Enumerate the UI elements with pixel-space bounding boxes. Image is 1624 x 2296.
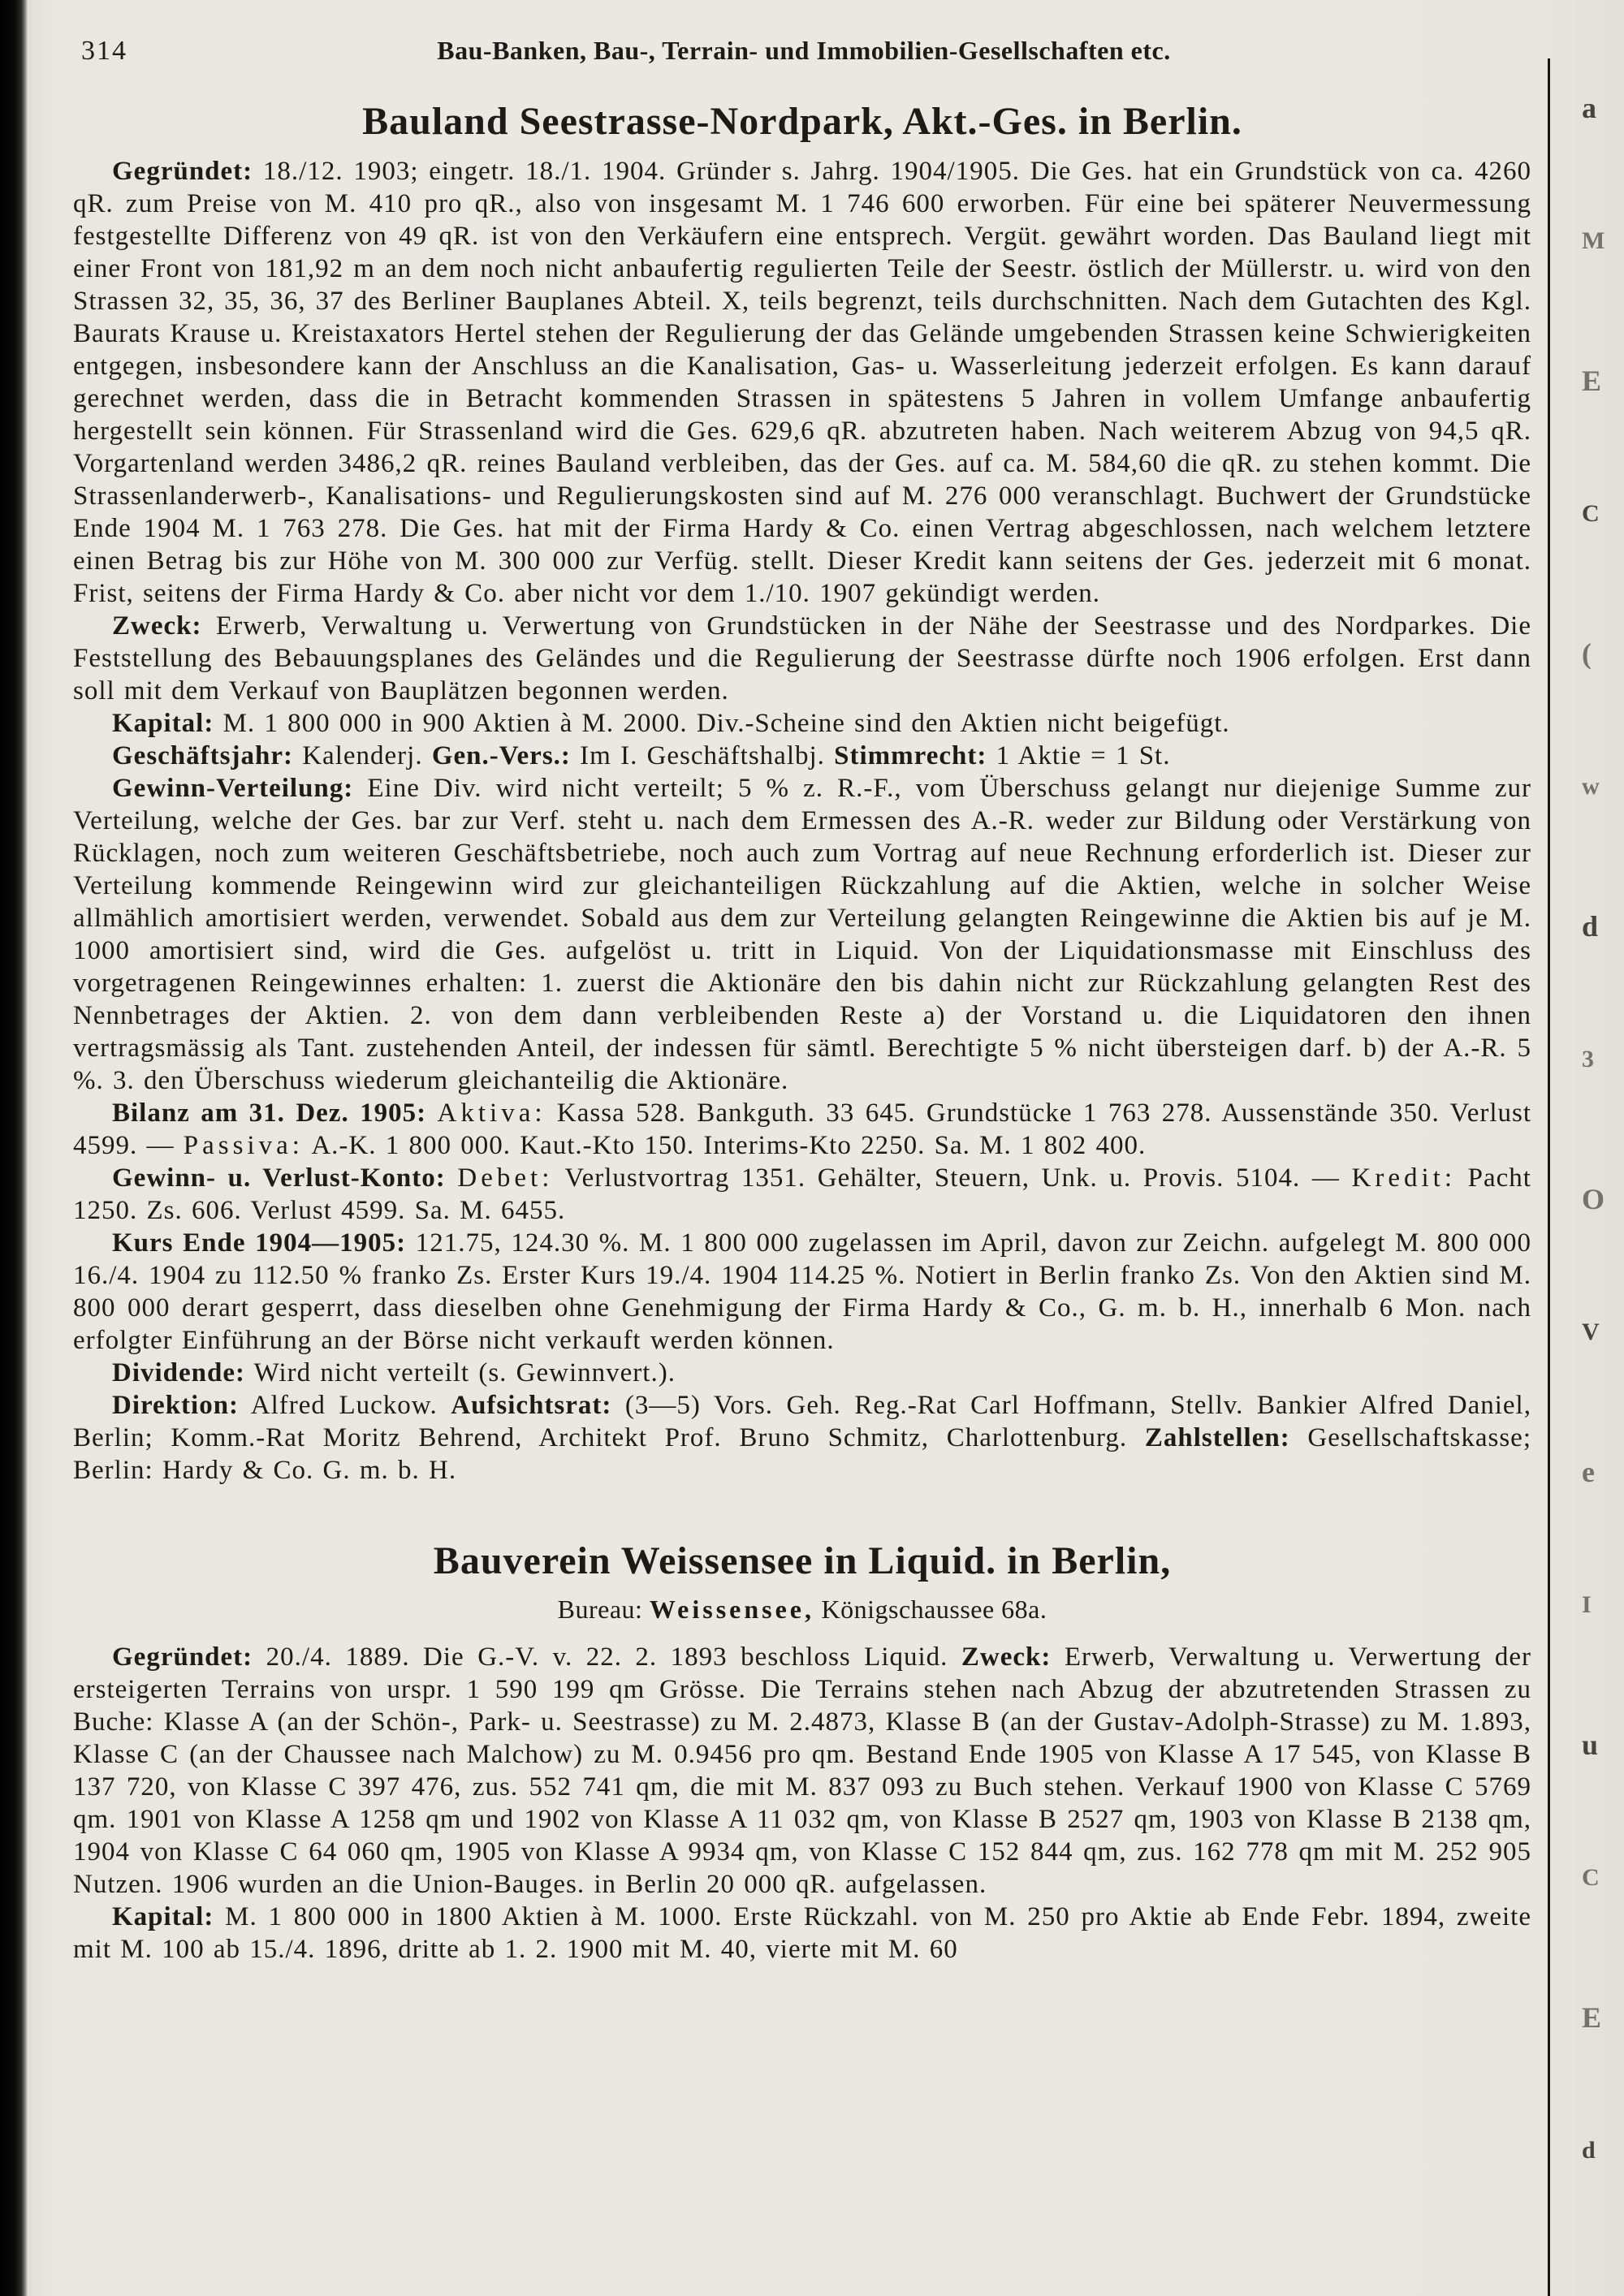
- page-edge-rule: [1548, 58, 1550, 2296]
- text-segment: Geschäftsjahr:: [112, 741, 293, 770]
- entry-paragraph: [73, 1357, 1531, 1389]
- text-segment: Aktiva:: [437, 1098, 546, 1128]
- binding-edge: [0, 0, 28, 2296]
- entry-title: Bauland Seestrasse-Nordpark, Akt.-Ges. in Berlin.: [362, 100, 1242, 143]
- text-segment: 1 Aktie = 1 St.: [987, 741, 1171, 770]
- text-segment: Dividende:: [112, 1358, 246, 1388]
- running-header-title: Bau-Banken, Bau-, Terrain- und Immobilien-Gesellschaften etc.: [437, 36, 1171, 65]
- entry-title: Bauverein Weissensee in Liquid. in Berlin,: [433, 1539, 1172, 1582]
- text-segment: Direktion:: [112, 1391, 240, 1420]
- text-segment: Gesellschaftskasse; Berlin: Hardy & Co. G. m. b. H.: [73, 1423, 1531, 1485]
- page-number: 314: [81, 36, 127, 66]
- text-segment: Kredit:: [1351, 1163, 1457, 1193]
- text-segment: Kassa 528. Bankguth. 33 645. Grundstücke 1 763 278. Aussenstände 350. Verlust 4599. —: [73, 1098, 1532, 1160]
- text-segment: Wird nicht verteilt (s. Gewinnvert.).: [245, 1358, 676, 1388]
- text-segment: [446, 1163, 458, 1193]
- text-segment: [426, 1098, 437, 1128]
- text-segment: Zahlstellen:: [1144, 1423, 1290, 1452]
- bleed-glyph: d: [1582, 2137, 1596, 2164]
- bleed-glyph: d: [1582, 910, 1599, 943]
- entry-paragraph: [73, 1227, 1531, 1357]
- bleed-glyph: (: [1582, 637, 1592, 670]
- text-segment: Erwerb, Verwaltung u. Verwertung von Grundstücken in der Nähe der Seestrasse und des Nordparkes. Die Feststellung des Bebauungsplanes des Geländes und die Regulierung der Seestrasse dürfte noch 1906 erfolgen. Erst dann soll mit dem Verkauf von Bauplätzen begonnen werden.: [73, 611, 1531, 706]
- bleed-glyph: O: [1582, 1183, 1605, 1215]
- text-segment: A.-K. 1 800 000. Kaut.-Kto 150. Interims-Kto 2250. Sa. M. 1 802 400.: [303, 1131, 1147, 1160]
- text-segment: Gewinn-Verteilung:: [112, 774, 354, 803]
- text-segment: Gegründet:: [112, 157, 253, 186]
- entry-paragraph: [73, 1641, 1531, 1901]
- bleed-glyph: V: [1582, 1318, 1600, 1345]
- entry-paragraph: [73, 1389, 1531, 1487]
- text-segment: (3—5) Vors. Geh. Reg.-Rat Carl Hoffmann, Stellv. Bankier Alfred Daniel, Berlin; Komm.-Rat Moritz Behrend, Architekt Prof. Bruno Schmitz, Charlottenburg.: [73, 1391, 1531, 1452]
- text-segment: Eine Div. wird nicht verteilt; 5 % z. R.-F., vom Überschuss gelangt nur diejenige Summe zur Verteilung, welche der Ges. bar zur Verf. steht u. nach dem Ermessen des A.-R. weder zur Bildung oder Verstärkung von Rücklagen, noch zum weiteren Geschäftsbetriebe, noch auch zum Vortrag auf neue Rechnung erforderlich ist. Dieser zur Verteilung kommende Reingewinn wird zur gleichanteiligen Rückzahlung auf die Aktien, welche in solcher Weise allmählich amortisiert werden, verwendet. Sobald aus dem zur Verteilung gelangten Reingewinne die Aktien bis auf je M. 1000 amortisiert sind, wird die Ges. aufgelöst u. tritt in Liquid. Von der Liquidationsmasse mit Einschluss des vorgetragenen Reingewinnes erhalten: 1. zuerst die Aktionäre den bis dahin nicht zur Rückzahlung gelangten Rest des Nennbetrages der Aktien. 2. von dem dann verbleibenden Reste a) der Vorstand u. die Liquidatoren den ihnen vertragsmässig als Tant. zustehenden Anteil, der indessen für sämtl. Berechtigte 5 % nicht übersteigen darf. b) der A.-R. 5 %. 3. den Überschuss wiederum gleichanteilig die Aktionäre.: [73, 774, 1531, 1095]
- company-entry: [73, 1539, 1531, 1966]
- bleed-glyph: w: [1582, 773, 1600, 800]
- text-segment: M. 1 800 000 in 900 Aktien à M. 2000. Div.-Scheine sind den Aktien nicht beigefügt.: [214, 709, 1230, 738]
- text-segment: Gegründet:: [112, 1642, 253, 1672]
- text-segment: Zweck:: [112, 611, 202, 641]
- entry-paragraph: [73, 740, 1531, 772]
- page-bleed-column: [1559, 0, 1624, 2296]
- text-segment: Kapital:: [112, 709, 214, 738]
- bleed-glyph: E: [1582, 2001, 1602, 2034]
- text-segment: Bureau:: [557, 1595, 650, 1624]
- text-segment: Alfred Luckow.: [239, 1391, 451, 1420]
- bleed-glyph: I: [1582, 1591, 1592, 1618]
- entry-paragraph: [73, 155, 1531, 610]
- text-segment: Im I. Geschäftshalbj.: [570, 741, 835, 770]
- text-segment: Pacht 1250. Zs. 606. Verlust 4599. Sa. M. 6455.: [73, 1163, 1531, 1225]
- text-segment: 18./12. 1903; eingetr. 18./1. 1904. Gründer s. Jahrg. 1904/1905. Die Ges. hat ein Grundstück von ca. 4260 qR. zum Preise von M. 410 pro qR., also von insgesamt M. 1 746 600 erworben. Für eine bei späterer Neuvermessung festgestellte Differenz von 49 qR. ist von den Verkäufern eine entsprech. Vergüt. gewährt worden. Das Bauland liegt mit einer Front von 181,92 m an dem noch nicht anbaufertig regulierten Teile der Seestr. östlich der Müllerstr. u. wird von den Strassen 32, 35, 36, 37 des Berliner Bauplanes Abteil. X, teils begrenzt, teils durchschnitten. Nach dem Gutachten des Kgl. Baurats Krause u. Kreistaxators Hertel stehen der Regulierung der das Gelände umgebenden Strassen keine Schwierigkeiten entgegen, insbesondere kann der Anschluss an die Kanalisation, Gas- u. Wasserleitung jederzeit erfolgen. Es kann darauf gerechnet werden, dass die in Betracht kommenden Strassen in spätestens 5 Jahren in vollem Umfange anbaufertig hergestellt sein können. Für Strassenland wird die Ges. 629,6 qR. abzutreten haben. Nach weiterem Abzug von 94,5 qR. Vorgartenland werden 3486,2 qR. reines Bauland verbleiben, das der Ges. auf ca. M. 584,60 die qR. zu stehen kommt. Die Strassenlanderwerb-, Kanalisations- und Regulierungskosten sind auf M. 276 000 veranschlagt. Buchwert der Grundstücke Ende 1904 M. 1 763 278. Die Ges. hat mit der Firma Hardy & Co. einen Vertrag abgeschlossen, nach welchem letztere einen Betrag bis zur Höhe von M. 300 000 zur Verfüg. stellt. Dieser Kredit kann seitens der Ges. jederzeit mit 6 monat. Frist, seitens der Firma Hardy & Co. aber nicht vor dem 1./10. 1907 gekündigt werden.: [73, 157, 1531, 608]
- text-segment: Kapital:: [112, 1902, 214, 1931]
- bleed-glyph: C: [1582, 500, 1600, 527]
- running-head: [0, 0, 1624, 78]
- bleed-glyph: E: [1582, 365, 1602, 397]
- text-segment: Bilanz am 31. Dez. 1905:: [112, 1098, 427, 1128]
- entry-paragraph: [73, 772, 1531, 1097]
- text-segment: Stimmrecht:: [834, 741, 987, 770]
- entry-paragraph: [73, 610, 1531, 707]
- text-segment: Erwerb, Verwaltung u. Verwertung der ersteigerten Terrains von urspr. 1 590 199 qm Grösse. Die Terrains stehen nach Abzug der abzutretenden Strassen zu Buche: Klasse A (an der Schön-, Park- u. Seestrasse) zu M. 2.4873, Klasse B (an der Gustav-Adolph-Strasse) zu M. 1.893, Klasse C (an der Chaussee nach Malchow) zu M. 0.9456 pro qm. Bestand Ende 1905 von Klasse A 17 545, von Klasse B 137 720, von Klasse C 397 476, zus. 552 741 qm, die mit M. 837 093 zu Buch stehen. Verkauf 1900 von Klasse C 5769 qm. 1901 von Klasse A 1258 qm und 1902 von Klasse A 11 032 qm, von Klasse B 2527 qm, 1903 von Klasse B 2138 qm, 1904 von Klasse C 64 060 qm, 1905 von Klasse A 9934 qm, von Klasse C 152 844 qm, zus. 162 778 qm mit M. 252 905 Nutzen. 1906 wurden an die Union-Bauges. in Berlin 20 000 qR. aufgelassen.: [73, 1642, 1531, 1899]
- text-segment: Kurs Ende 1904—1905:: [112, 1228, 407, 1258]
- company-entry: [73, 99, 1531, 1487]
- text-segment: Debet:: [457, 1163, 554, 1193]
- text-segment: 121.75, 124.30 %. M. 1 800 000 zugelassen im April, davon zur Zeichn. aufgelegt M. 800 000 16./4. 1904 zu 112.50 % franko Zs. Erster Kurs 19./4. 1904 114.25 %. Notiert in Berlin franko Zs. Von den Aktien sind M. 800 000 derart gesperrt, dass dieselben ohne Genehmigung der Firma Hardy & Co., G. m. b. H., innerhalb 6 Mon. nach erfolgter Einführung an der Börse nicht verkauft werden können.: [73, 1228, 1531, 1355]
- text-segment: M. 1 800 000 in 1800 Aktien à M. 1000. Erste Rückzahl. von M. 250 pro Aktie ab Ende Febr. 1894, zweite mit M. 100 ab 15./4. 1896, dritte ab 1. 2. 1900 mit M. 40, vierte mit M. 60: [73, 1902, 1531, 1964]
- entry-paragraph: [73, 707, 1531, 740]
- entry-subtitle: [73, 1595, 1531, 1625]
- bleed-glyph: C: [1582, 1864, 1600, 1891]
- entry-paragraph: [73, 1097, 1531, 1162]
- bleed-glyph: e: [1582, 1456, 1595, 1488]
- entries-container: [0, 99, 1624, 1966]
- text-segment: Verlustvortrag 1351. Gehälter, Steuern, Unk. u. Provis. 5104. —: [553, 1163, 1352, 1193]
- text-segment: Aufsichtsrat:: [451, 1391, 612, 1420]
- bleed-glyph: a: [1582, 92, 1596, 124]
- bleed-glyph: M: [1582, 227, 1605, 254]
- bleed-glyph: 3: [1582, 1046, 1594, 1072]
- text-segment: 20./4. 1889. Die G.-V. v. 22. 2. 1893 beschloss Liquid.: [253, 1642, 961, 1672]
- text-segment: Kalenderj.: [292, 741, 432, 770]
- text-segment: Passiva:: [183, 1131, 304, 1160]
- bleed-glyph: u: [1582, 1728, 1599, 1761]
- text-segment: Zweck:: [961, 1642, 1052, 1672]
- text-segment: Königschaussee 68a.: [814, 1595, 1047, 1624]
- text-segment: Gen.-Vers.:: [431, 741, 571, 770]
- text-segment: Gewinn- u. Verlust-Konto:: [112, 1163, 446, 1193]
- entry-paragraph: [73, 1901, 1531, 1966]
- entry-paragraph: [73, 1162, 1531, 1227]
- text-segment: Weissensee,: [649, 1595, 814, 1624]
